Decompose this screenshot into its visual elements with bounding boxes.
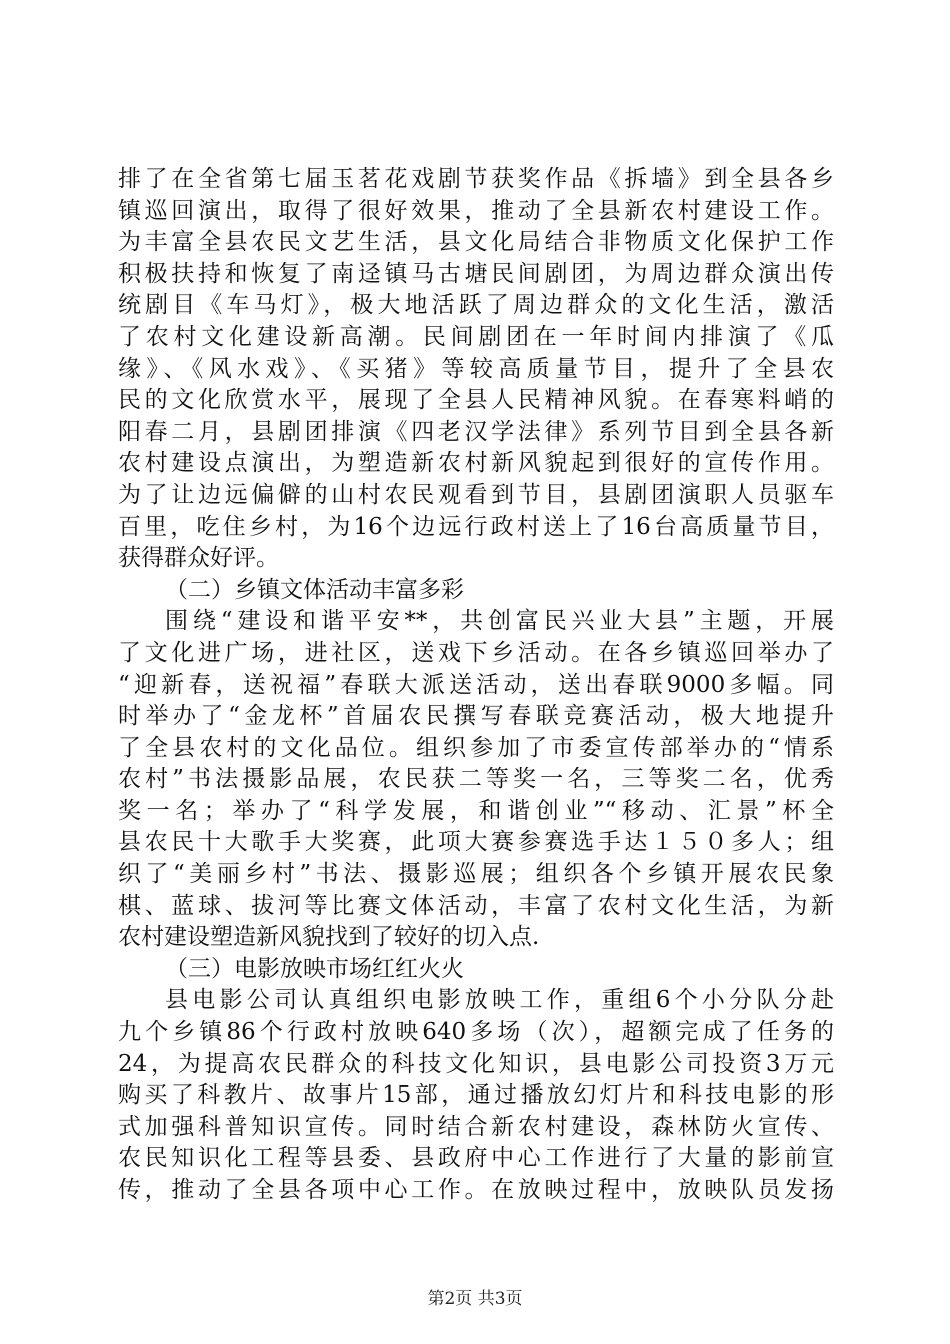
- text-line: 了农村文化建设新高潮。民间剧团在一年时间内排演了《瓜: [118, 323, 834, 350]
- document-body: [118, 164, 834, 1207]
- text-line: 获得群众好评。: [118, 545, 279, 572]
- text-line: 九个乡镇86个行政村放映640多场（次），超额完成了任务的: [118, 1019, 834, 1046]
- text-line: 为丰富全县农民文艺生活，县文化局结合非物质文化保护工作: [118, 229, 834, 256]
- text-line: 阳春二月，县剧团排演《四老汉学法律》系列节目到全县各新: [118, 418, 834, 445]
- text-line: 百里，吃住乡村，为16个边远行政村送上了16台高质量节目，: [118, 513, 834, 540]
- text-line: 传，推动了全县各项中心工作。在放映过程中，放映队员发扬: [118, 1177, 834, 1203]
- section-heading: （三）电影放映市场红红火火: [165, 955, 464, 982]
- text-line: “迎新春，送祝福”春联大派送活动，送出春联9000多幅。同: [118, 671, 834, 698]
- text-line: 购买了科教片、故事片15部，通过播放幻灯片和科技电影的形: [118, 1082, 834, 1109]
- text-line: 了文化进广场，进社区，送戏下乡活动。在各乡镇巡回举办了: [118, 639, 834, 666]
- text-line: 农村建设塑造新风貌找到了较好的切入点.: [118, 924, 540, 951]
- text-line: 棋、蓝球、拔河等比赛文体活动，丰富了农村文化生活，为新: [118, 892, 834, 919]
- paragraph-first-line: 围绕“建设和谐平安**，共创富民兴业大县”主题，开展: [165, 608, 834, 635]
- text-line: 积极扶持和恢复了南迳镇马古塘民间剧团，为周边群众演出传: [118, 260, 834, 287]
- text-line: 统剧目《车马灯》，极大地活跃了周边群众的文化生活，激活: [118, 292, 834, 319]
- section-heading: （二）乡镇文体活动丰富多彩: [165, 576, 464, 603]
- text-line: 缘》、《风水戏》、《买猪》等较高质量节目，提升了全县农: [118, 355, 834, 382]
- text-line: 排了在全省第七届玉茗花戏剧节获奖作品《拆墙》到全县各乡: [118, 166, 834, 192]
- text-line: 24，为提高农民群众的科技文化知识，县电影公司投资3万元: [118, 1050, 834, 1077]
- text-line: 镇巡回演出，取得了很好效果，推动了全县新农村建设工作。: [118, 197, 834, 224]
- text-line: 农村建设点演出，为塑造新农村新风貌起到很好的宣传作用。: [118, 450, 834, 477]
- text-line: 织了“美丽乡村”书法、摄影巡展；组织各个乡镇开展农民象: [118, 861, 834, 888]
- text-line: 民的文化欣赏水平，展现了全县人民精神风貌。在春寒料峭的: [118, 387, 834, 414]
- text-line: 式加强科普知识宣传。同时结合新农村建设，森林防火宣传、: [118, 1113, 834, 1140]
- paragraph-first-line: 县电影公司认真组织电影放映工作，重组6个小分队分赴: [165, 987, 834, 1014]
- text-line: 县农民十大歌手大奖赛，此项大赛参赛选手达１５０多人；组: [118, 829, 834, 856]
- text-line: 了全县农村的文化品位。组织参加了市委宣传部举办的“情系: [118, 734, 834, 761]
- text-line: 时举办了“金龙杯”首届农民撰写春联竞赛活动，极大地提升: [118, 703, 834, 730]
- page-footer: 第2页 共3页: [427, 1289, 523, 1309]
- text-line: 为了让边远偏僻的山村农民观看到节目，县剧团演职人员驱车: [118, 481, 834, 508]
- text-line: 农民知识化工程等县委、县政府中心工作进行了大量的影前宣: [118, 1145, 834, 1172]
- text-line: 农村”书法摄影品展，农民获二等奖一名，三等奖二名，优秀: [118, 766, 834, 793]
- text-line: 奖一名；举办了“科学发展，和谐创业”“移动、汇景”杯全: [118, 797, 834, 824]
